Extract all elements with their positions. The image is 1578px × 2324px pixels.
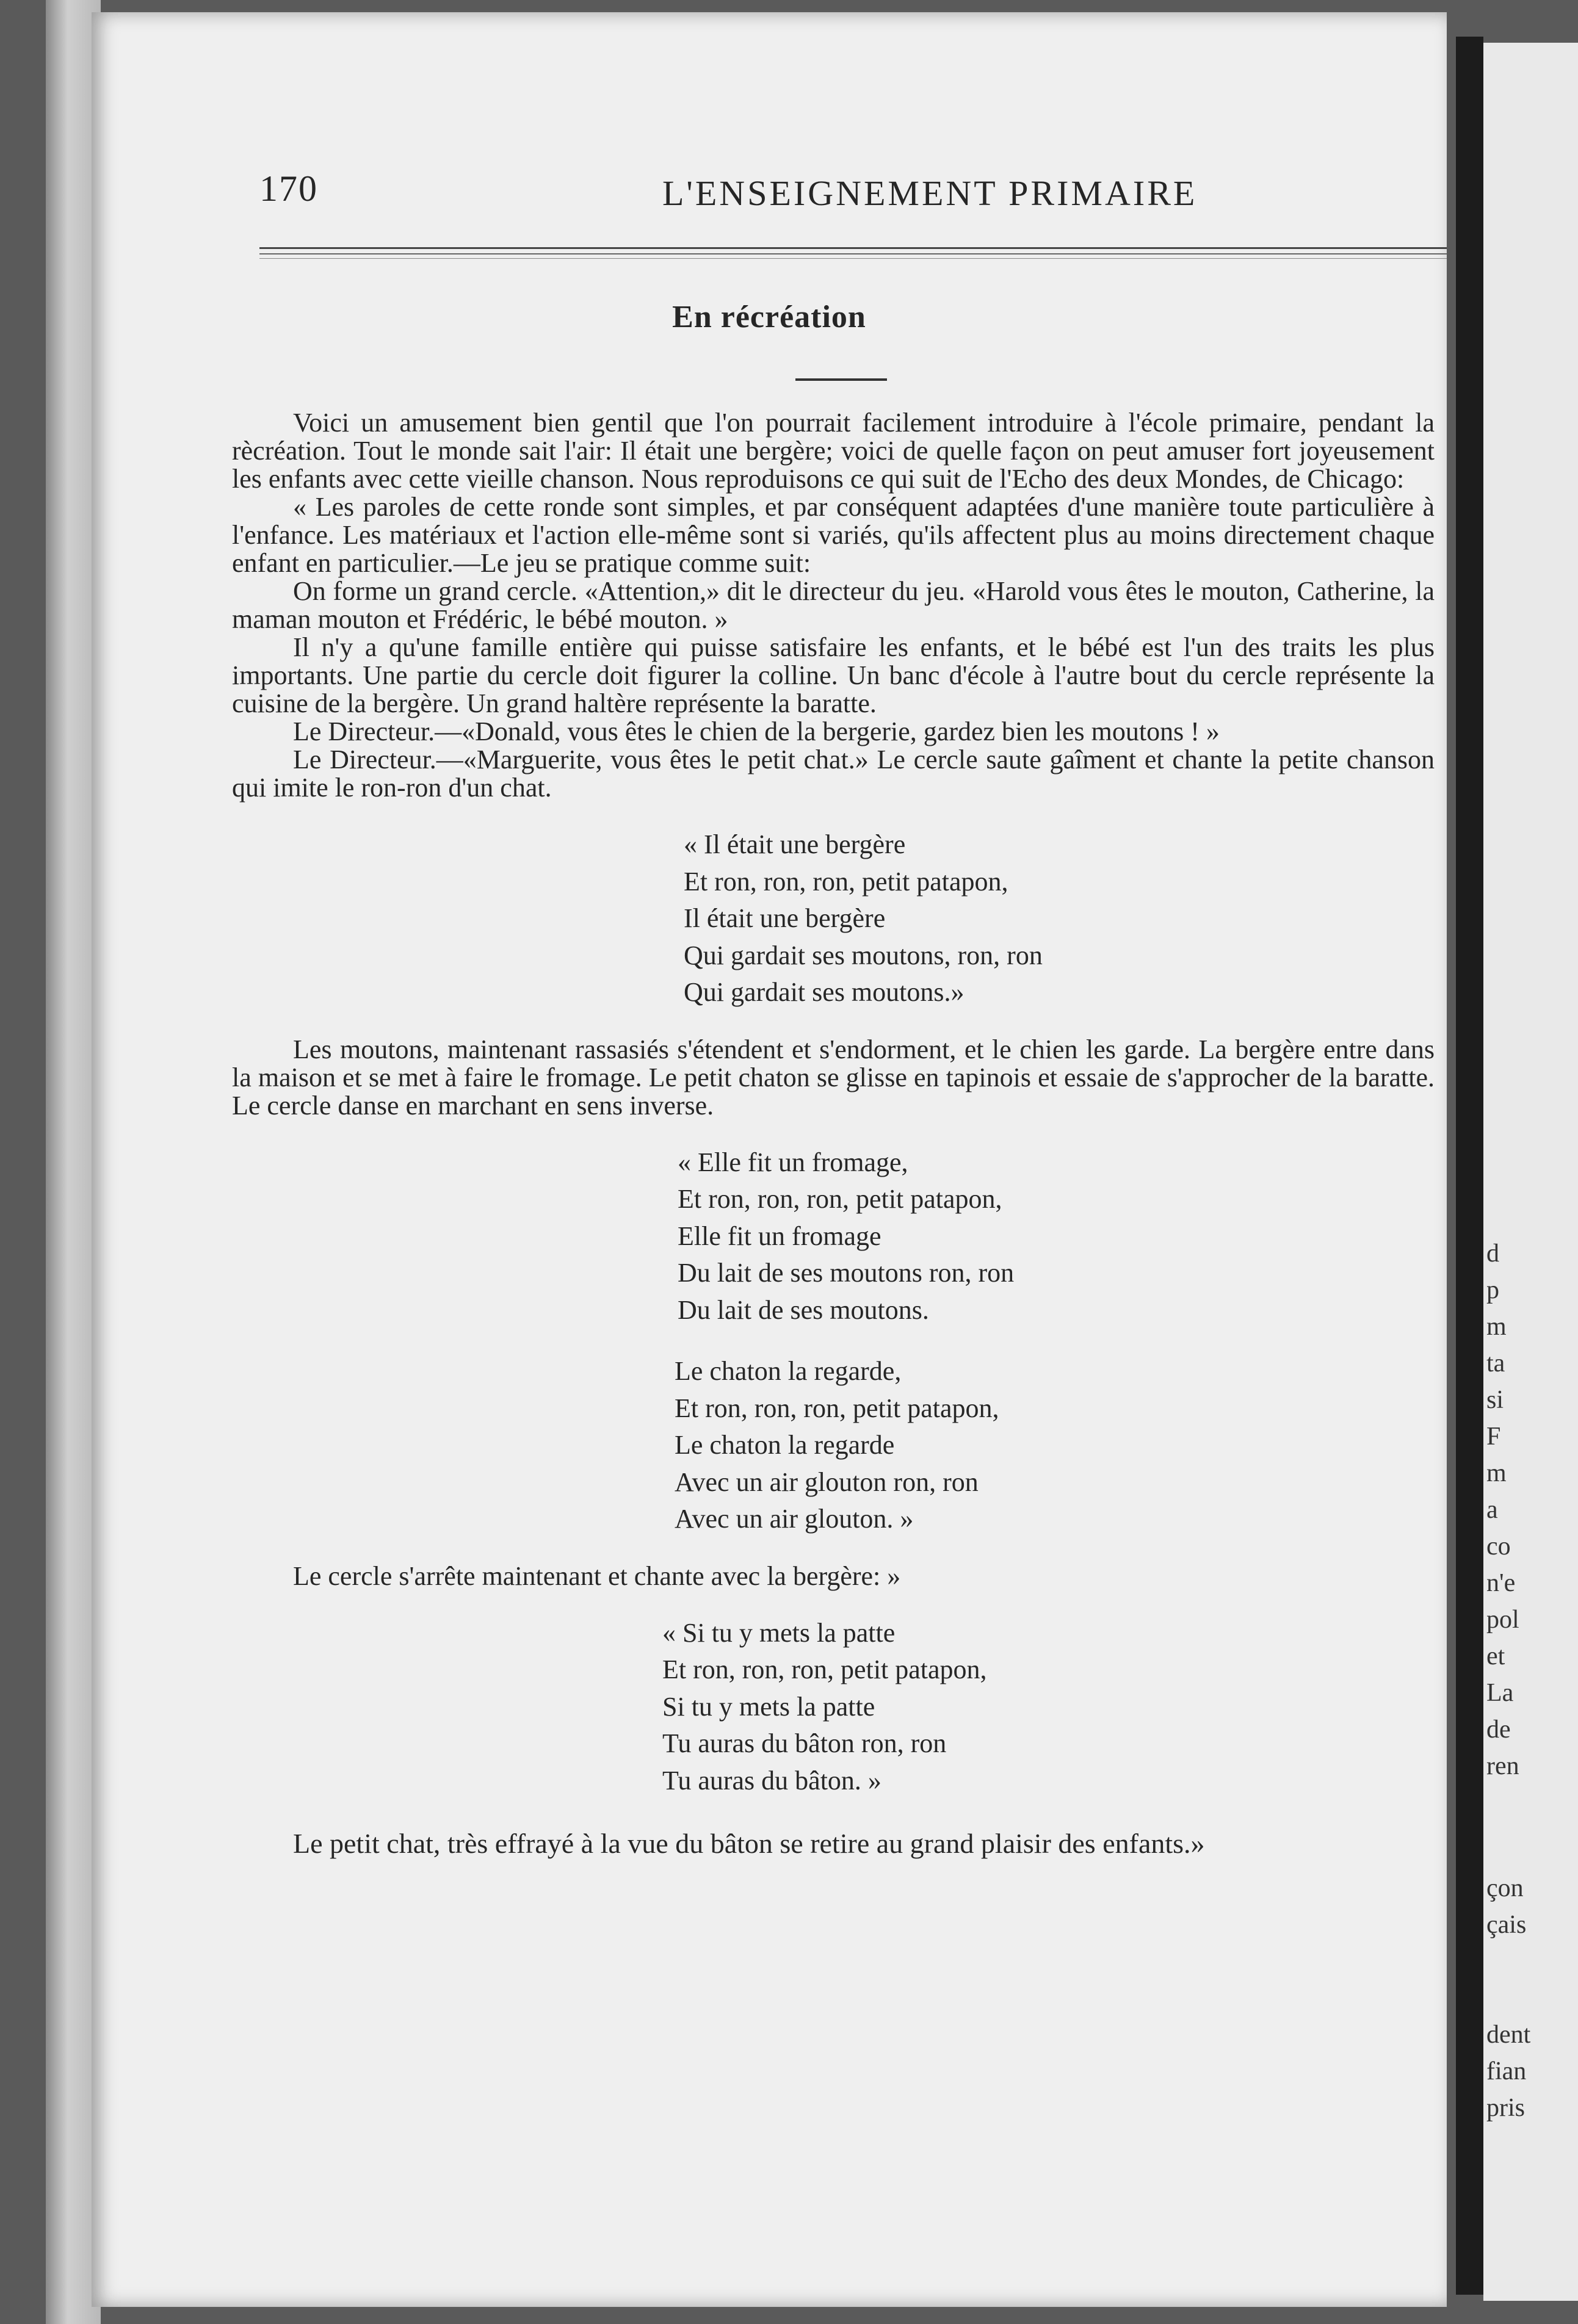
running-head <box>259 168 1419 217</box>
verse-line: Tu auras du bâton ron, ron <box>662 1728 947 1758</box>
verse-line: Et ron, ron, ron, petit patapon, <box>662 1655 987 1684</box>
title-rule <box>795 378 887 381</box>
fragment-text: si <box>1486 1386 1504 1414</box>
paragraph: Voici un amusement bien gentil que l'on pourrait facilement introduire à l'école primaire, pendant la rècréation. Tout le monde sait l'air: Il était une bergère; voici de quelle façon on peut amuser fort joyeusement les enfants avec cette vieille chanson. Nous reproduisons ce qui suit de l'Echo des deux Mondes, de Chicago: <box>232 408 1435 494</box>
closing-paragraph: Le petit chat, très effrayé à la vue du bâton se retire au grand plaisir des enfants.» <box>293 1828 1205 1859</box>
verse-line: Et ron, ron, ron, petit patapon, <box>675 1393 999 1423</box>
verse-line: Qui gardait ses moutons, ron, ron <box>684 940 1043 970</box>
book-gutter <box>1456 37 1483 2295</box>
fragment-text: çais <box>1486 1911 1527 1939</box>
fragment-text: La <box>1486 1679 1514 1707</box>
fragment-text: p <box>1486 1276 1499 1304</box>
fragment-text: de <box>1486 1716 1511 1744</box>
fragment-text: d <box>1486 1240 1499 1268</box>
verse-line: Avec un air glouton. » <box>675 1504 914 1534</box>
article-body <box>232 409 1435 1858</box>
header-rule <box>259 253 1447 254</box>
fragment-text: fian <box>1486 2057 1527 2085</box>
fragment-text: a <box>1486 1496 1498 1524</box>
verse-line: « Elle fit un fromage, <box>678 1147 908 1177</box>
fragment-text: ren <box>1486 1752 1519 1780</box>
verse-line: Avec un air glouton ron, ron <box>675 1467 979 1497</box>
adjacent-page <box>1483 43 1578 2301</box>
fragment-text: F <box>1486 1423 1501 1451</box>
verse-line: Le chaton la regarde, <box>675 1356 902 1386</box>
paragraph: On forme un grand cercle. «Attention,» dit le directeur du jeu. «Harold vous êtes le mouton, Catherine, la maman mouton et Frédéric, le bébé mouton. » <box>232 576 1435 634</box>
verse-line: Si tu y mets la patte <box>662 1691 875 1722</box>
paragraph: Les moutons, maintenant rassasiés s'étendent et s'endorment, et le chien les garde. La bergère entre dans la maison et se met à faire le fromage. Le petit chaton se glisse en tapinois et essaie de s'approcher de la baratte. Le cercle danse en marchant en sens inverse. <box>232 1034 1435 1120</box>
fragment-text: ta <box>1486 1349 1505 1377</box>
running-title: L'ENSEIGNEMENT PRIMAIRE <box>662 173 1198 213</box>
song-verse <box>678 1144 1435 1329</box>
verse-line: Elle fit un fromage <box>678 1221 881 1251</box>
verse-line: Et ron, ron, ron, petit patapon, <box>678 1184 1002 1214</box>
song-verse <box>662 1615 1435 1800</box>
book-page <box>92 12 1447 2307</box>
article-title: En récréation <box>672 300 866 334</box>
song-verse <box>684 826 1435 1011</box>
verse-line: Et ron, ron, ron, petit patapon, <box>684 866 1008 897</box>
verse-line: Qui gardait ses moutons.» <box>684 977 965 1007</box>
paragraph: Le cercle s'arrête maintenant et chante avec la bergère: » <box>293 1561 901 1591</box>
fragment-text: m <box>1486 1313 1507 1341</box>
verse-line: Du lait de ses moutons. <box>678 1294 929 1325</box>
fragment-text: m <box>1486 1459 1507 1487</box>
paragraph: Le Directeur.—«Marguerite, vous êtes le petit chat.» Le cercle saute gaîment et chante la petite chanson qui imite le ron-ron d'un chat. <box>232 745 1435 803</box>
fragment-text: pris <box>1486 2094 1525 2122</box>
song-verse <box>675 1353 1435 1538</box>
header-rule <box>259 258 1447 259</box>
fragment-text: et <box>1486 1642 1505 1670</box>
page-number: 170 <box>259 168 318 209</box>
verse-line: Tu auras du bâton. » <box>662 1765 881 1795</box>
paragraph: Le Directeur.—«Donald, vous êtes le chien de la bergerie, gardez bien les moutons ! » <box>293 716 1220 746</box>
fragment-text: co <box>1486 1532 1511 1561</box>
verse-line: « Il était une bergère <box>684 829 906 859</box>
verse-line: « Si tu y mets la patte <box>662 1617 896 1648</box>
verse-line: Il était une bergère <box>684 903 886 933</box>
fragment-text: çon <box>1486 1874 1524 1902</box>
fragment-text: dent <box>1486 2021 1531 2049</box>
paragraph: « Les paroles de cette ronde sont simples, et par conséquent adaptées d'une manière toute particulière à l'enfance. Les matériaux et l'action elle-même sont si variés, qu'ils affectent plus au moins directement chaque enfant en particulier.—Le jeu se pratique comme suit: <box>232 492 1435 578</box>
verse-line: Le chaton la regarde <box>675 1430 895 1460</box>
paragraph: Il n'y a qu'une famille entière qui puisse satisfaire les enfants, et le bébé est l'un des traits les plus importants. Une partie du cercle doit figurer la colline. Un banc d'école à l'autre bout du cercle représente la cuisine de la bergère. Un grand haltère représente la baratte. <box>232 632 1435 718</box>
fragment-text: n'e <box>1486 1569 1516 1597</box>
fragment-text: pol <box>1486 1606 1519 1634</box>
verse-line: Du lait de ses moutons ron, ron <box>678 1258 1015 1288</box>
header-rule <box>259 247 1447 249</box>
